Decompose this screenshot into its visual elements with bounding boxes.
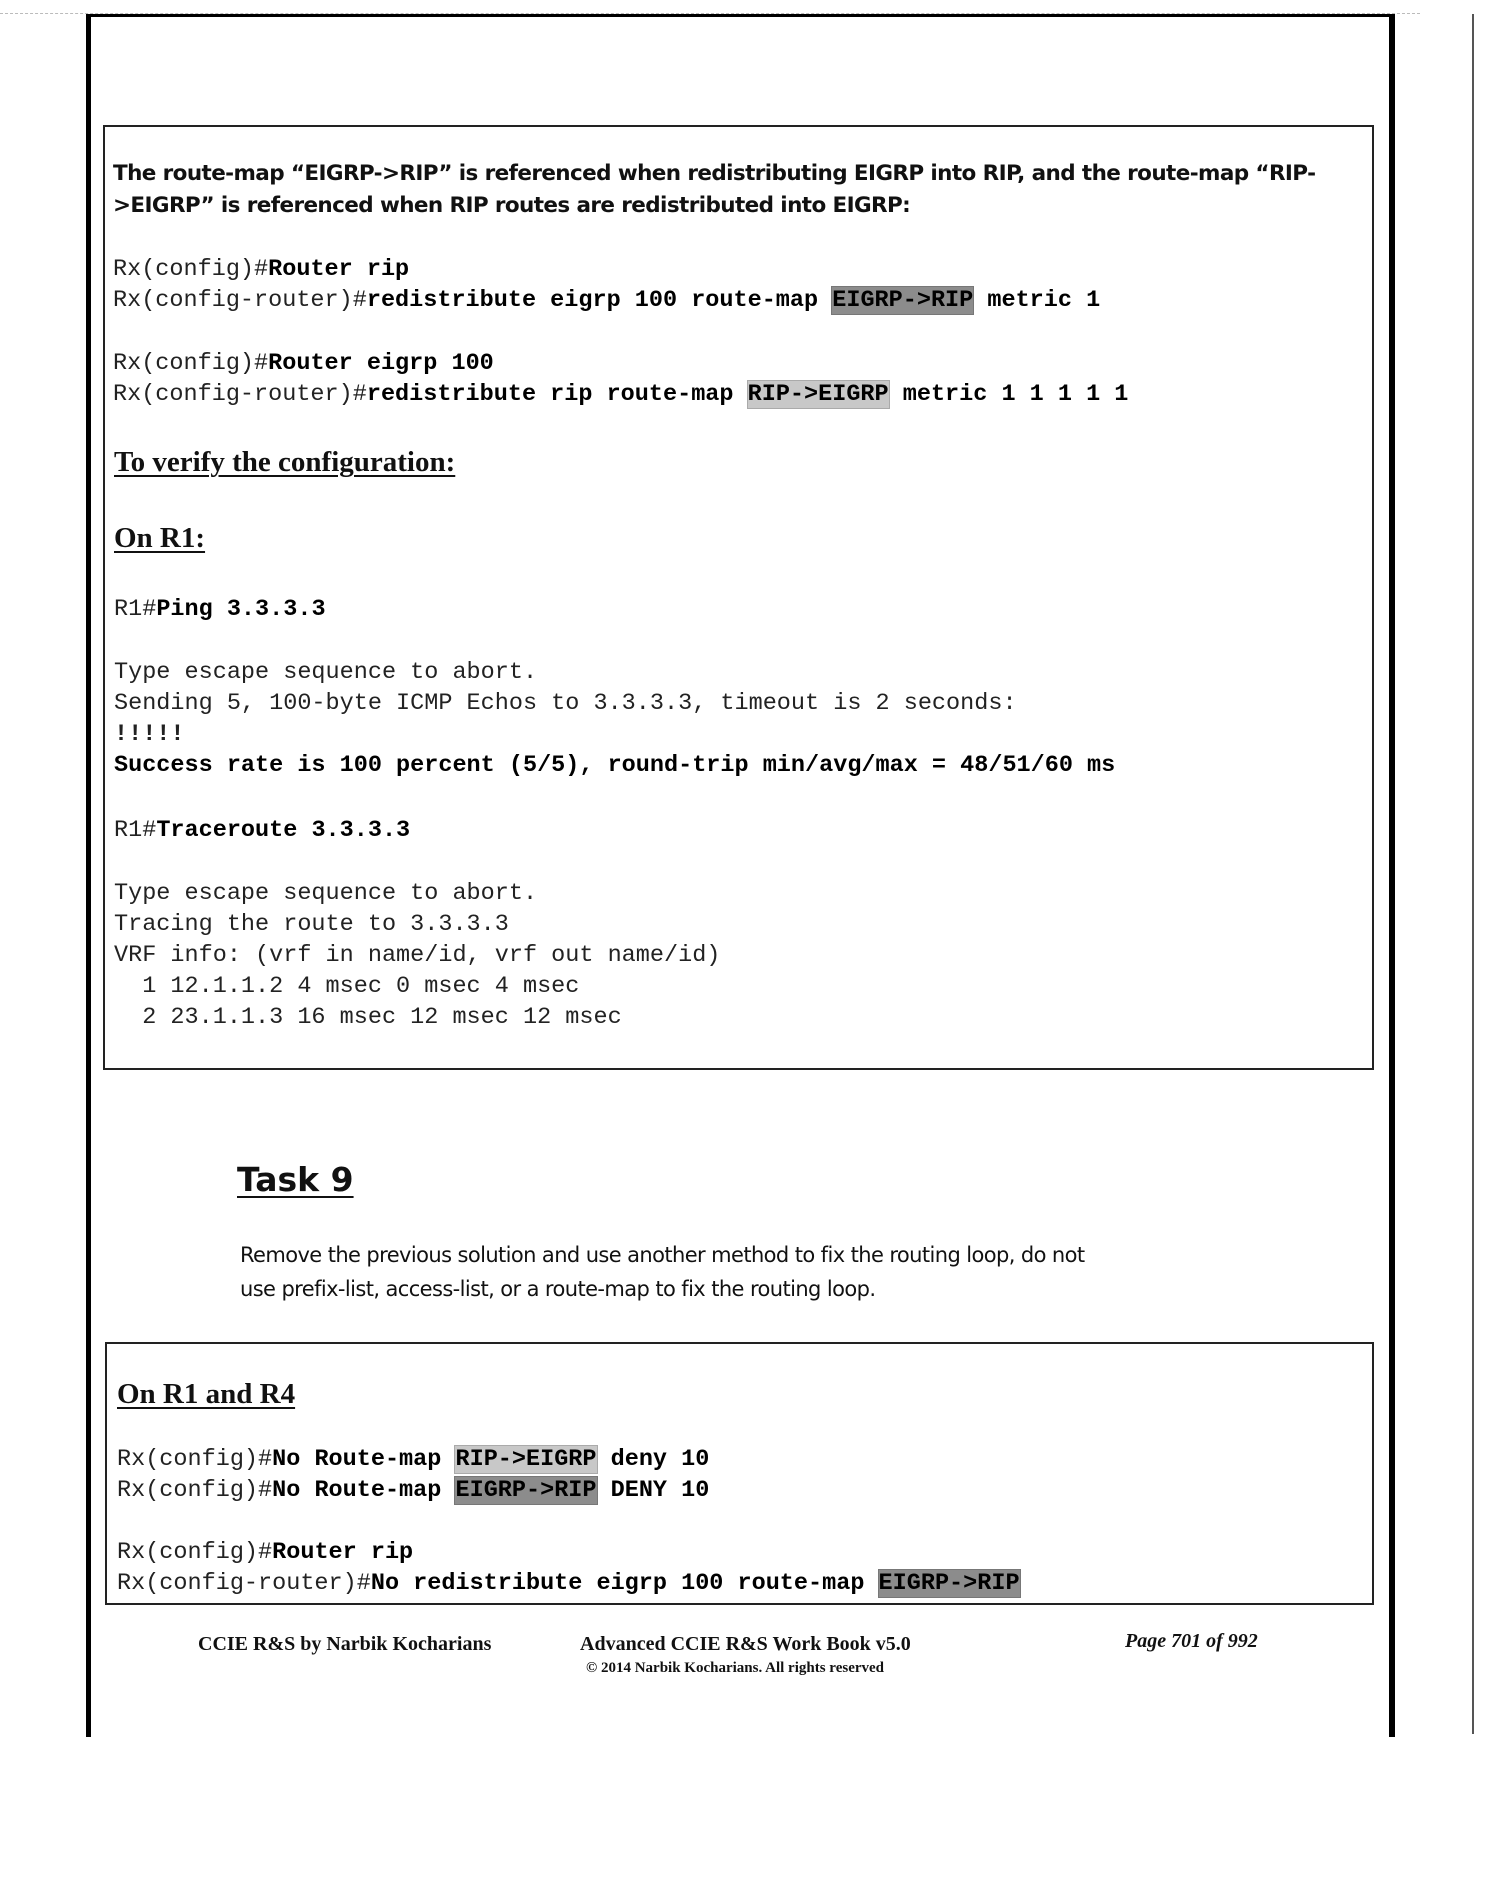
cli-command: No Route-map bbox=[272, 1446, 456, 1473]
cli-prompt: Rx(config-router)# bbox=[117, 1570, 371, 1597]
remove-redistribute-block bbox=[117, 1537, 1020, 1599]
output-line: VRF info: (vrf in name/id, vrf out name/id) bbox=[114, 942, 721, 969]
cli-command: Router rip bbox=[272, 1539, 414, 1566]
task-desc-line-1: Remove the previous solution and use another method to fix the routing loop, do not bbox=[240, 1243, 1085, 1267]
output-line: 1 12.1.1.2 4 msec 0 msec 4 msec bbox=[114, 973, 580, 1000]
remove-routemap-block bbox=[117, 1444, 709, 1506]
cli-command-tail: metric 1 bbox=[973, 287, 1101, 314]
code-line bbox=[113, 254, 1100, 285]
cli-prompt: R1# bbox=[114, 596, 157, 623]
output-line: 2 23.1.1.3 16 msec 12 msec 12 msec bbox=[114, 1004, 622, 1031]
footer-author: CCIE R&S by Narbik Kocharians bbox=[198, 1633, 492, 1655]
cli-prompt: Rx(config)# bbox=[117, 1446, 273, 1473]
cli-command: No redistribute eigrp 100 route-map bbox=[370, 1570, 879, 1597]
intro-line-1: The route-map “EIGRP->RIP” is referenced when redistributing EIGRP into RIP, and the route-map “RIP- bbox=[113, 161, 1316, 186]
cli-command: Traceroute 3.3.3.3 bbox=[156, 817, 411, 844]
code-line bbox=[113, 348, 1128, 379]
intro-line-2: >EIGRP” is referenced when RIP routes are redistributed into EIGRP: bbox=[113, 193, 911, 218]
code-line bbox=[117, 1475, 709, 1506]
cli-command: Router rip bbox=[268, 256, 410, 283]
task-description bbox=[240, 1238, 1260, 1306]
traceroute-command-line bbox=[114, 815, 410, 846]
route-map-highlight: RIP->EIGRP bbox=[747, 381, 889, 408]
config-block-rip bbox=[113, 254, 1100, 316]
cli-command: redistribute eigrp 100 route-map bbox=[366, 287, 833, 314]
on-r1-heading: On R1: bbox=[114, 522, 206, 554]
cli-prompt: Rx(config)# bbox=[117, 1477, 273, 1504]
output-line: Tracing the route to 3.3.3.3 bbox=[114, 911, 509, 938]
cli-command-tail: DENY 10 bbox=[596, 1477, 710, 1504]
route-map-highlight: EIGRP->RIP bbox=[832, 287, 974, 314]
route-map-highlight: EIGRP->RIP bbox=[455, 1477, 597, 1504]
cli-command: redistribute rip route-map bbox=[366, 381, 748, 408]
route-map-highlight: RIP->EIGRP bbox=[455, 1446, 597, 1473]
output-line: Type escape sequence to abort. bbox=[114, 659, 538, 686]
route-map-highlight: EIGRP->RIP bbox=[878, 1570, 1020, 1597]
output-line: Type escape sequence to abort. bbox=[114, 880, 538, 907]
cli-command-tail: metric 1 1 1 1 1 bbox=[888, 381, 1129, 408]
code-line bbox=[113, 285, 1100, 316]
verify-heading: To verify the configuration: bbox=[114, 446, 456, 478]
cli-command-tail: deny 10 bbox=[596, 1446, 710, 1473]
footer-book-title: Advanced CCIE R&S Work Book v5.0 bbox=[580, 1633, 911, 1655]
config-block-eigrp bbox=[113, 348, 1128, 410]
scan-page-edge bbox=[1472, 14, 1474, 1734]
ping-command-line bbox=[114, 594, 326, 625]
code-line bbox=[117, 1444, 709, 1475]
code-line bbox=[117, 1537, 1020, 1568]
ping-output bbox=[114, 657, 1115, 781]
cli-prompt: Rx(config)# bbox=[117, 1539, 273, 1566]
cli-command: Router eigrp 100 bbox=[268, 350, 494, 377]
traceroute-output bbox=[114, 878, 720, 1033]
output-line: Sending 5, 100-byte ICMP Echos to 3.3.3.3, timeout is 2 seconds: bbox=[114, 690, 1017, 717]
cli-prompt: Rx(config-router)# bbox=[113, 381, 367, 408]
cli-command: No Route-map bbox=[272, 1477, 456, 1504]
intro-paragraph bbox=[113, 158, 1315, 222]
footer-copyright: © 2014 Narbik Kocharians. All rights reserved bbox=[586, 1660, 885, 1676]
output-line: !!!!! bbox=[114, 721, 185, 748]
task-desc-line-2: use prefix-list, access-list, or a route-map to fix the routing loop. bbox=[240, 1277, 876, 1301]
task-title: Task 9 bbox=[237, 1160, 354, 1199]
footer-page-number: Page 701 of 992 bbox=[1125, 1630, 1258, 1652]
code-line bbox=[113, 379, 1128, 410]
on-r1-r4-heading: On R1 and R4 bbox=[117, 1378, 296, 1410]
cli-prompt: R1# bbox=[114, 817, 157, 844]
code-line bbox=[117, 1568, 1020, 1599]
cli-prompt: Rx(config)# bbox=[113, 350, 269, 377]
cli-prompt: Rx(config-router)# bbox=[113, 287, 367, 314]
cli-command: Ping 3.3.3.3 bbox=[156, 596, 326, 623]
output-line: Success rate is 100 percent (5/5), round-trip min/avg/max = 48/51/60 ms bbox=[114, 752, 1116, 779]
cli-prompt: Rx(config)# bbox=[113, 256, 269, 283]
